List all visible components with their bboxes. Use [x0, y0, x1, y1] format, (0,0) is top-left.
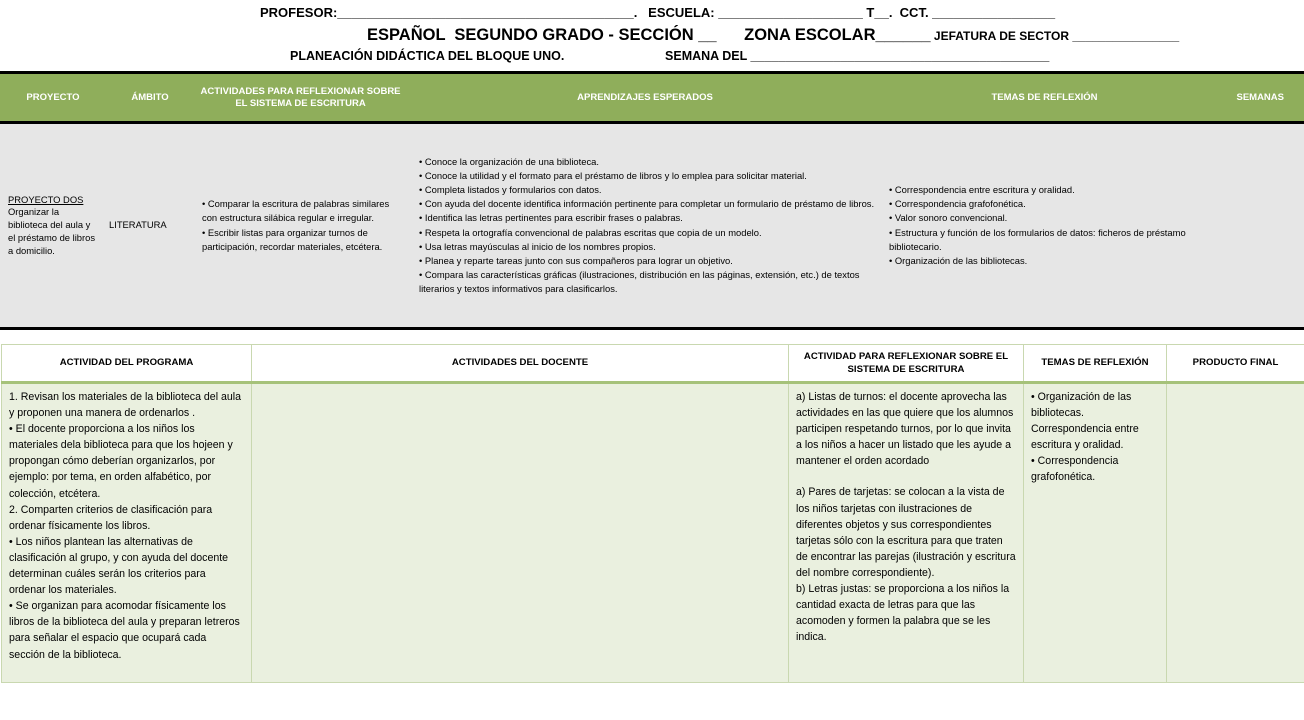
reflection-item: a) Pares de tarjetas: se colocan a la vista de los niños tarjetas con ilustraciones de diferentes objetos y sus correspondientes tarjetas sólo con la escritura para que traten de encontrar las parejas (ilustración y escritura del nombre correspondiente).	[796, 486, 1016, 579]
activity-header-row	[2, 345, 1304, 383]
col-actividad-programa: ACTIVIDAD DEL PROGRAMA	[2, 345, 252, 383]
col-temas: TEMAS DE REFLEXIÓN	[883, 73, 1206, 123]
reflection-item: b) Letras justas: se proporciona a los niños la cantidad exacta de letras para que las acomoden y formen la palabra que se les indica.	[796, 583, 1010, 644]
project-description: Organizar la biblioteca del aula y el préstamo de libros a domicilio.	[8, 206, 96, 256]
col-proyecto: PROYECTO	[0, 73, 106, 123]
reflection-theme-item: • Organización de las bibliotecas. Correspondencia entre escritura y oralidad.	[1031, 391, 1139, 452]
theme-item: • Correspondencia entre escritura y oralidad.	[889, 184, 1075, 196]
reflection-spacer	[796, 469, 1016, 484]
cell-temas	[883, 123, 1206, 329]
col-semanas: SEMANAS	[1206, 73, 1304, 123]
cell-reflection-themes	[1024, 383, 1167, 683]
header-planeacion-line: PLANEACIÓN DIDÁCTICA DEL BLOQUE UNO. SEMANA DEL ___________________________________________	[290, 49, 1050, 63]
col-actividad-reflexionar: ACTIVIDAD PARA REFLEXIONAR SOBRE EL SISTEMA DE ESCRITURA	[789, 345, 1024, 383]
cell-ambito: LITERATURA	[106, 123, 194, 329]
learning-item: • Compara las características gráficas (ilustraciones, distribución en las páginas, extensión, etc.) de textos literarios y textos informativos para clasificarlos.	[419, 268, 860, 294]
learning-item: • Conoce la utilidad y el formato para el préstamo de libros y lo emplea para solicitar material.	[419, 170, 807, 182]
cell-program-activity	[2, 383, 252, 683]
program-activity-item: • Los niños plantean las alternativas de clasificación al grupo, y con ayuda del docente determinan cuáles serán los criterios para ordenar los materiales.	[9, 535, 229, 597]
activity-item: • Escribir listas para organizar turnos de participación, recordar materiales, etcétera.	[202, 226, 383, 252]
planning-table	[0, 71, 1304, 330]
header-title-line	[367, 26, 1304, 45]
cell-final-product	[1167, 383, 1304, 683]
cell-actividades	[194, 123, 407, 329]
header-jefatura: JEFATURA DE SECTOR ________________	[930, 29, 1180, 43]
program-activity-item: • Se organizan para acomodar físicamente los libros de la biblioteca del aula y preparan letreros para señalar el espacio que ocupará cada sección de la biblioteca.	[9, 600, 240, 661]
planning-row	[0, 123, 1304, 329]
cell-semanas	[1206, 123, 1304, 329]
col-actividades-reflexionar: ACTIVIDADES PARA REFLEXIONAR SOBRE EL SISTEMA DE ESCRITURA	[194, 73, 407, 123]
activity-item: • Comparar la escritura de palabras similares con estructura silábica regular e irregular.	[202, 198, 390, 224]
cell-teacher-activities	[252, 383, 789, 683]
theme-item: • Correspondencia grafofonética.	[889, 198, 1026, 210]
learning-item: • Completa listados y formularios con datos.	[419, 184, 602, 196]
col-aprendizajes: APRENDIZAJES ESPERADOS	[407, 73, 883, 123]
program-activity-item: 1. Revisan los materiales de la biblioteca del aula y proponen una manera de ordenarlos .	[9, 391, 242, 420]
header-title-main: ESPAÑOL SEGUNDO GRADO - SECCIÓN __ ZONA ESCOLAR______	[367, 26, 931, 44]
learning-item: • Usa letras mayúsculas al inicio de los nombres propios.	[419, 240, 656, 252]
reflection-item: a) Listas de turnos: el docente aprovecha las actividades en las que quiere que los alumnos participen respetando turnos, por lo que invita a los niños a hacer un listado que les ayude a mantener el orden acordado	[796, 391, 1014, 468]
theme-item: • Valor sonoro convencional.	[889, 212, 1008, 224]
cell-reflection	[789, 383, 1024, 683]
learning-item: • Con ayuda del docente identifica información pertinente para completar un formulario de préstamo de libros.	[419, 198, 875, 210]
activity-row	[2, 383, 1304, 683]
learning-item: • Identifica las letras pertinentes para escribir frases o palabras.	[419, 212, 683, 224]
reflection-theme-item: • Correspondencia grafofonética.	[1031, 455, 1119, 484]
project-title: PROYECTO DOS	[8, 193, 84, 205]
header-profesor-line: PROFESOR:_________________________________________. ESCUELA: ____________________ T__. CCT. _________________	[260, 5, 1056, 20]
col-producto-final: PRODUCTO FINAL	[1167, 345, 1304, 383]
theme-item: • Organización de las bibliotecas.	[889, 254, 1028, 266]
learning-item: • Planea y reparte tareas junto con sus compañeros para lograr un objetivo.	[419, 254, 733, 266]
program-activity-item: • El docente proporciona a los niños los materiales dela biblioteca para que los hojeen y propongan cómo deberían organizarlos, por ejemplo: por tema, en orden alfabético, por colección, etcétera.	[9, 423, 233, 500]
activity-table	[1, 344, 1304, 683]
learning-item: • Conoce la organización de una biblioteca.	[419, 155, 599, 167]
learning-item: • Respeta la ortografía convencional de palabras escritas que copia de un modelo.	[419, 226, 762, 238]
cell-aprendizajes	[407, 123, 883, 329]
program-activity-item: 2. Comparten criterios de clasificación para ordenar físicamente los libros.	[9, 503, 213, 532]
cell-proyecto	[0, 123, 106, 329]
col-temas-reflexion: TEMAS DE REFLEXIÓN	[1024, 345, 1167, 383]
col-actividades-docente: ACTIVIDADES DEL DOCENTE	[252, 345, 789, 383]
col-ambito: ÁMBITO	[106, 73, 194, 123]
planning-header-row	[0, 73, 1304, 123]
theme-item: • Estructura y función de los formularios de datos: ficheros de préstamo bibliotecario.	[889, 226, 1186, 252]
